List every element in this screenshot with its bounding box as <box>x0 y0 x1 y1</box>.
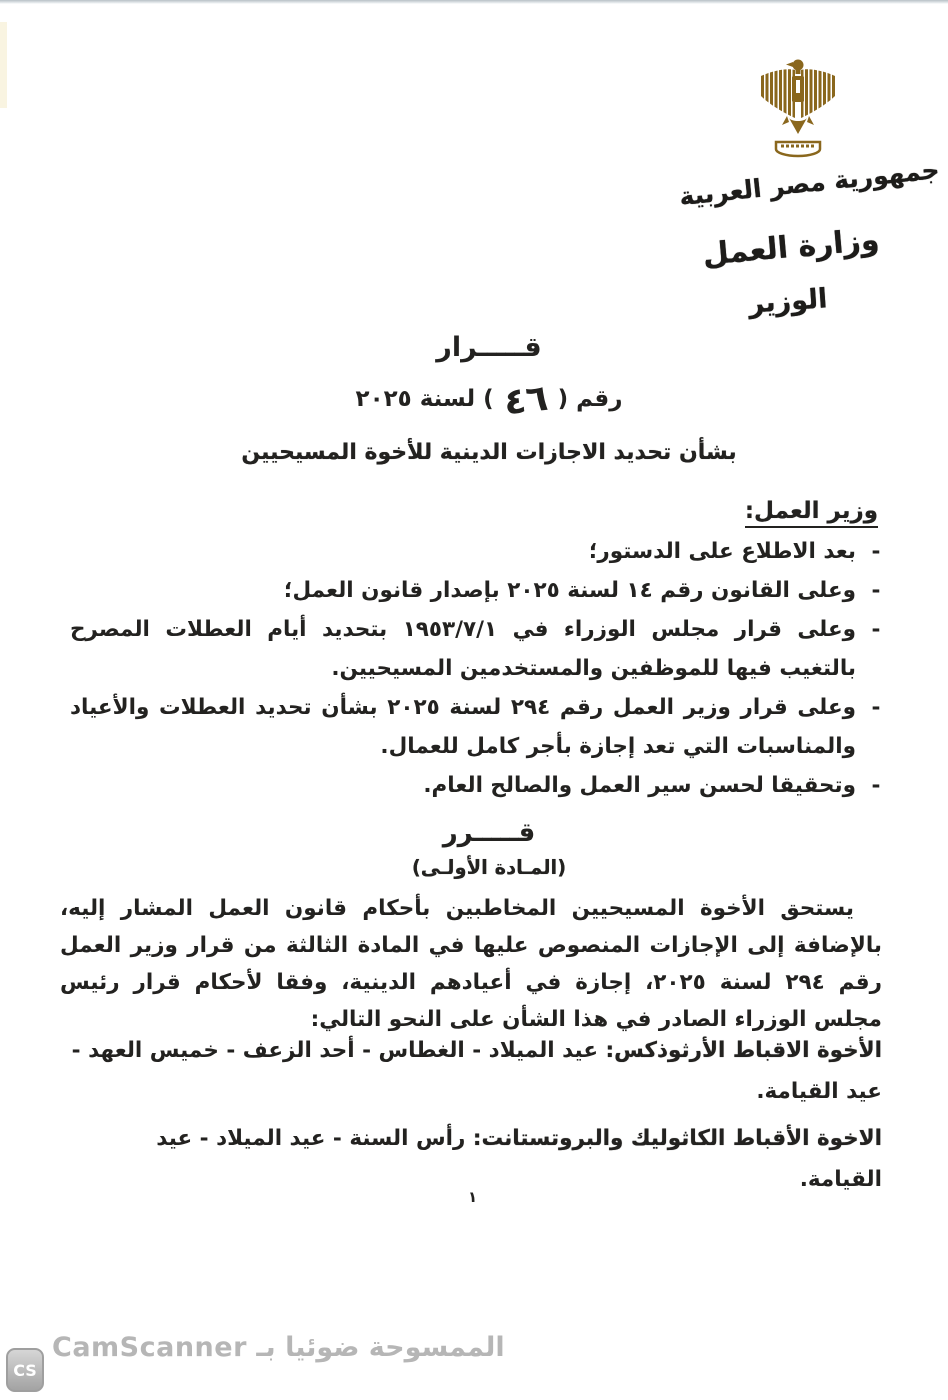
dash-marker: - <box>871 578 881 603</box>
dash-marker: - <box>871 773 881 798</box>
camscanner-logo-icon: CS <box>6 1348 44 1392</box>
article-one-title: (المـادة الأولـى) <box>411 856 567 879</box>
camscanner-watermark-text: الممسوحة ضوئيا بـ CamScanner <box>52 1332 505 1363</box>
preamble-text: وعلى القانون رقم ١٤ لسنة ٢٠٢٥ بإصدار قانون العمل؛ <box>283 578 856 603</box>
dash-marker: - <box>871 695 881 720</box>
preamble-text: وتحقيقا لحسن سير العمل والصالح العام. <box>423 773 856 798</box>
decree-number-line <box>0 377 948 424</box>
egypt-eagle-emblem-icon <box>756 58 840 160</box>
preamble-text: وعلى قرار وزير العمل رقم ٢٩٤ لسنة ٢٠٢٥ بشأن تحديد العطلات والأعياد والمناسبات التي تعد إجازة بأجر كامل للعمال. <box>70 695 856 759</box>
preamble-text: وعلى قرار مجلس الوزراء في ١٩٥٣/٧/١ بتحديد أيام العطلات المصرح بالتغيب فيها للموظفين والمستخدمين المسيحيين. <box>70 617 856 681</box>
scan-edge-artifact <box>0 0 948 4</box>
preamble-item <box>70 766 888 805</box>
catholic-protestant-label: الاخوة الأقباط الكاثوليك والبروتستانت: <box>472 1126 882 1151</box>
decree-number-suffix: ) لسنة ٢٠٢٥ <box>355 386 502 412</box>
preamble-item <box>70 532 888 571</box>
decree-title: قـــــرار <box>436 332 542 363</box>
preamble-item <box>70 688 888 766</box>
decree-number-handwritten: ٤٦ <box>501 377 550 424</box>
minister-heading: وزير العمل: <box>745 498 878 528</box>
scan-edge-artifact <box>0 22 7 108</box>
preamble-item <box>70 610 888 688</box>
preamble-text: بعد الاطلاع على الدستور؛ <box>588 539 856 564</box>
catholic-protestant-holidays: رأس السنة - عيد الميلاد - عيد القيامة. <box>156 1126 882 1192</box>
page-number: ١ <box>468 1188 478 1206</box>
orthodox-holidays-line <box>70 1030 882 1112</box>
dash-marker: - <box>871 539 881 564</box>
letterhead-minister: الوزير <box>747 283 829 320</box>
orthodox-label: الأخوة الاقباط الأرثوذكس: <box>605 1038 882 1063</box>
letterhead-republic: جمهورية مصر العربية <box>677 155 941 212</box>
dash-marker: - <box>871 617 881 642</box>
orthodox-holidays: عيد الميلاد - الغطاس - أحد الزعف - خميس العهد - عيد القيامة. <box>71 1038 882 1104</box>
letterhead-ministry: وزارة العمل <box>701 222 881 273</box>
decided-heading: قـــــرر <box>442 818 536 848</box>
preamble-list <box>70 532 888 805</box>
article-one-body: يستحق الأخوة المسيحيين المخاطبين بأحكام قانون العمل المشار إليه، بالإضافة إلى الإجازات المنصوص عليها في المادة الثالثة من قرار وزير العمل رقم ٢٩٤ لسنة ٢٠٢٥، إجازة في أعيادهم الدينية، وفقا لأحكام قرار رئيس مجلس الوزراء الصادر في هذا الشأن على النحو التالي: <box>60 896 882 1032</box>
decree-number-prefix: رقم ( <box>549 386 623 412</box>
preamble-item <box>70 571 888 610</box>
decree-subject: بشأن تحديد الاجازات الدينية للأخوة المسيحيين <box>241 440 737 465</box>
